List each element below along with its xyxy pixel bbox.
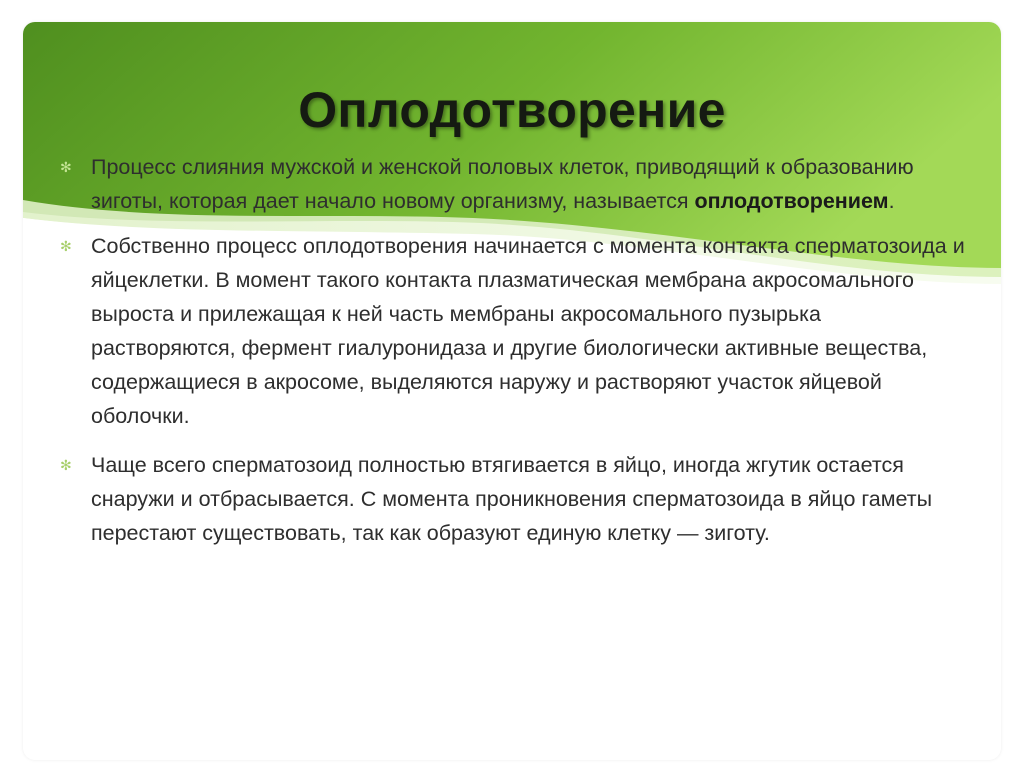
paragraph-process	[60, 229, 965, 433]
slide	[23, 22, 1001, 760]
paragraph-text: Процесс слияния мужской и женской половых клеток, приводящий к образованию зиготы, которая дает начало новому организму, называется	[91, 155, 914, 213]
slide-title: Оплодотворение	[298, 82, 726, 138]
paragraph-definition	[60, 150, 965, 218]
paragraph-zygote	[60, 448, 965, 550]
asterisk-bullet-icon: ✻	[60, 238, 72, 254]
asterisk-bullet-icon: ✻	[60, 159, 72, 175]
paragraph-text-end: .	[888, 189, 895, 213]
bold-term: оплодотворением	[694, 189, 889, 213]
paragraph-text: Собственно процесс оплодотворения начинается с момента контакта сперматозоида и яйцеклетки. В момент такого контакта плазматическая мембрана акросомального выроста и прилежащая к ней часть мембраны акросомального пузырька растворяются, фермент гиалуронидаза и другие биологически активные вещества, содержащиеся в акросоме, выделяются наружу и растворяют участок яйцевой оболочки.	[91, 234, 965, 428]
asterisk-bullet-icon: ✻	[60, 457, 72, 473]
slide-body	[60, 150, 965, 561]
paragraph-text: Чаще всего сперматозоид полностью втягивается в яйцо, иногда жгутик остается снаружи и отбрасывается. С момента проникновения сперматозоида в яйцо гаметы перестают существовать, так как образуют единую клетку — зиготу.	[91, 453, 933, 545]
